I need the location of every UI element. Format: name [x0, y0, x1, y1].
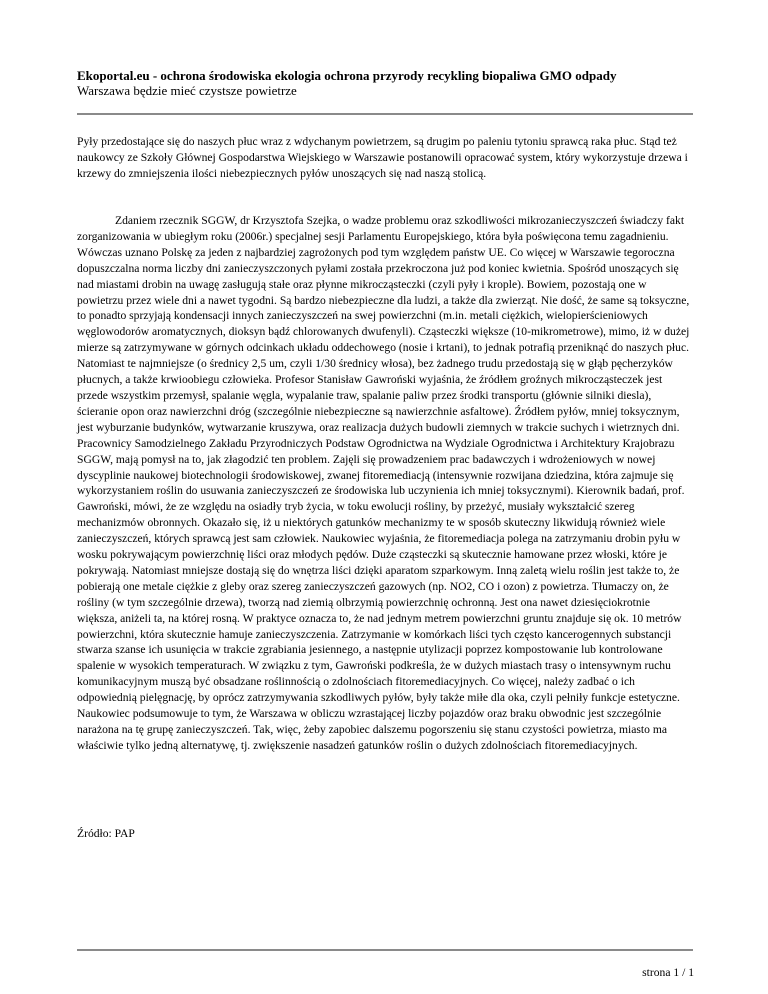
- article-body: Zdaniem rzecznik SGGW, dr Krzysztofa Szejka, o wadze problemu oraz szkodliwości mikrozanieczyszczeń świadczy fakt zorganizowania w ubiegłym roku (2006r.) specjalnej sesji Parlamentu Europejskiego, która była poświęcona temu zagadnieniu. Wówczas uznano Polskę za jeden z najbardziej zagrożonych pod tym względem państw UE. Co więcej w Warszawie tegoroczna dopuszczalna norma liczby dni zanieczyszczonych pyłami została przekroczona już pod koniec kwietnia. Spośród unoszących się nad miastami drobin na uwagę zasługują stałe oraz płynne mikrocząsteczki (czyli pyły i krople). Bowiem, pozostają one w powietrzu przez wiele dni a nawet tygodni. Są bardzo niebezpieczne dla ludzi, a także dla zwierząt. Nie dość, że same są toksyczne, to ponadto sprzyjają kondensacji innych zanieczyszczeń na swej powierzchni (m.in. metali ciężkich, wielopierścieniowych węglowodorów aromatycznych, dioksyn bądź chlorowanych dwufenyli). Cząsteczki większe (10-mikrometrowe), mimo, iż w dużej mierze są zatrzymywane w górnych odcinkach układu oddechowego (nosie i krtani), to jednak potrafią przeniknąć do naszych płuc. Natomiast te najmniejsze (o średnicy 2,5 um, czyli 1/30 średnicy włosa), bez żadnego trudu przedostają się w głąb pęcherzyków płucnych, a także krwioobiegu człowieka. Profesor Stanisław Gawroński wyjaśnia, że źródłem groźnych mikrocząsteczek jest przede wszystkim przemysł, spalanie węgla, wypalanie traw, spalanie paliw przez środki transportu (głównie silniki diesla), ścieranie opon oraz nawierzchni dróg (szczególnie niebezpieczne są nawierzchnie asfaltowe). Źródłem pyłów, mniej toksycznym, jest wyburzanie budynków, wytwarzanie kruszywa, oraz realizacja dużych budowli ziemnych w trakcie suchych i wietrznych dni. Pracownicy Samodzielnego Zakładu Przyrodniczych Podstaw Ogrodnictwa na Wydziale Ogrodnictwa i Architektury Krajobrazu SGGW, mają pomysł na to, jak złagodzić ten problem. Zajęli się prowadzeniem prac badawczych i wdrożeniowych w nowej dyscyplinie naukowej biotechnologii środowiskowej, zwanej fitoremediacją (intensywnie rozwijana dziedzina, która zajmuje się wykorzystaniem roślin do usuwania zanieczyszczeń ze środowiska lub uczynienia ich mniej toksycznymi). Kierownik badań, prof. Gawroński, mówi, że ze względu na osiadły tryb życia, w toku ewolucji rośliny, by przeżyć, musiały wykształcić szereg mechanizmów obronnych. Okazało się, iż u niektórych gatunków mechanizmy te w sposób skuteczny likwidują również wiele zanieczyszczeń, których sprawcą jest sam człowiek. Naukowiec wyjaśnia, że fitoremediacja polega na zatrzymaniu drobin pyłu w wosku pokrywającym powierzchnię liści oraz młodych pędów. Duże cząsteczki są skutecznie hamowane przez włoski, które je pokrywają. Natomiast mniejsze dostają się do wnętrza liści dzięki aparatom szparkowym. Inną zaletą wielu roślin jest także to, że pobierają one metale ciężkie z gleby oraz szereg zanieczyszczeń gazowych (np. NO2, CO i ozon) z powietrza. Tłumaczy on, że rośliny (w tym szczególnie drzewa), tworzą nad ziemią olbrzymią powierzchnię ochronną. Jest ona nawet dziesięciokrotnie większa, aniżeli ta, na której rosną. W praktyce oznacza to, że nad jednym metrem powierzchni gruntu znajduje się ok. 10 metrów powierzchni, która skutecznie hamuje zanieczyszczenia. Zatrzymanie w komórkach liści tych często kancerogennych substancji stwarza szanse ich usunięcia w trakcie zgrabiania jesiennego, a następnie utylizacji poprzez kompostowanie lub kontrolowane spalenie w wysokich temperaturach. W związku z tym, Gawroński podkreśla, że w dużych miastach trasy o intensywnym ruchu komunikacyjnym muszą być obsadzane roślinnością o zdolnościach fitoremediacyjnych. Co więcej, należy zadbać o ich odpowiednią pielęgnację, by oprócz zatrzymywania szkodliwych pyłów, były także miłe dla oka, czyli pełniły funkcje estetyczne. Naukowiec podsumowuje to tym, że Warszawa w obliczu wzrastającej liczby pojazdów oraz braku obwodnic jest szczególnie narażona na tę grupę zanieczyszczeń. Tak, więc, żeby zapobiec dalszemu pogorszeniu się stanu czystości powietrza, miasto ma właściwie tylko jedną alternatywę, tj. zwiększenie nasadzeń gatunków roślin o dużych zdolnościach fitoremediacyjnych.: [77, 214, 690, 752]
- footer-divider: [77, 949, 693, 951]
- site-title: Ekoportal.eu - ochrona środowiska ekologia ochrona przyrody recykling biopaliwa GMO odpady: [77, 68, 617, 83]
- document-page: [77, 0, 694, 994]
- article-title: Warszawa będzie mieć czystsze powietrze: [77, 83, 297, 98]
- article-intro: Pyły przedostające się do naszych płuc wraz z wdychanym powietrzem, są drugim po paleniu tytoniu sprawcą raka płuc. Stąd też naukowcy ze Szkoły Głównej Gospodarstwa Wiejskiego w Warszawie postanowili opracować system, który wykorzystuje drzewa i krzewy do zmniejszenia ilości niebezpiecznych pyłów unoszących się nad naszą stolicą.: [77, 135, 688, 180]
- article-source: Źródło: PAP: [77, 827, 135, 840]
- header-divider: [77, 113, 693, 115]
- page-number: strona 1 / 1: [642, 966, 694, 979]
